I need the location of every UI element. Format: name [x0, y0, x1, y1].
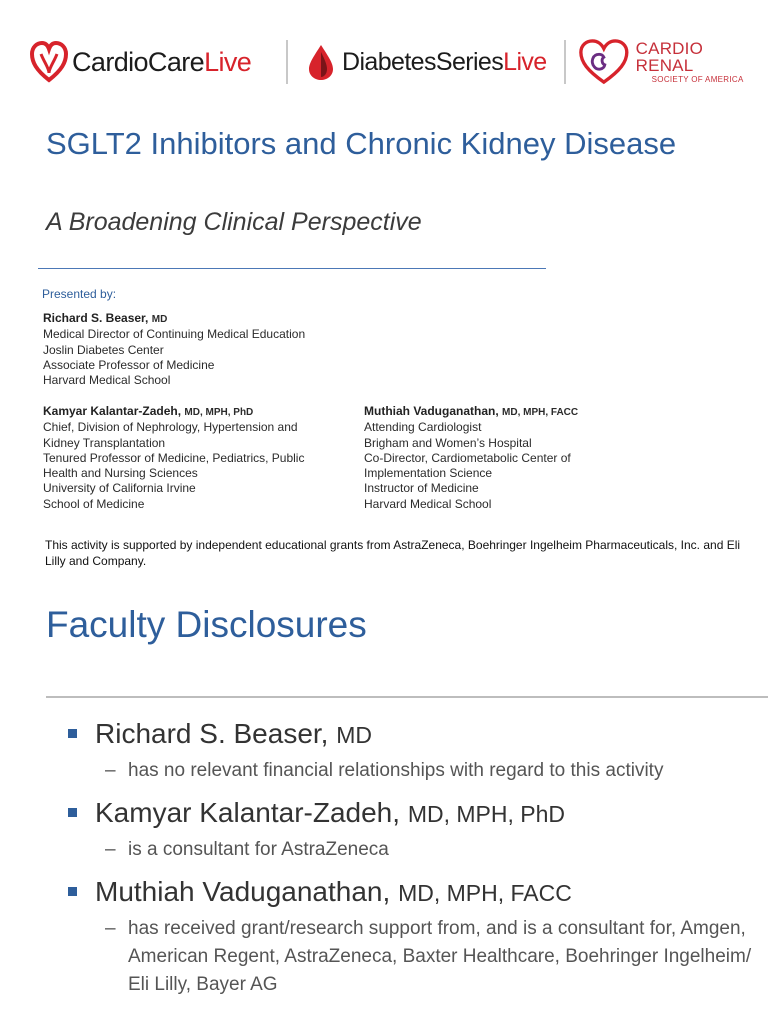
presenter-affiliation: Tenured Professor of Medicine, Pediatrics, Public: [43, 450, 305, 465]
faculty-name: Richard S. Beaser,: [95, 718, 329, 749]
presenter-affiliation: School of Medicine: [43, 496, 145, 511]
support-statement: This activity is supported by independent educational grants from AstraZeneca, Boehringer Ingelheim Pharmaceuticals, Inc. and Eli Lilly and Company.: [45, 538, 741, 568]
presenter-affiliation: Attending Cardiologist: [364, 420, 482, 435]
disclosures-heading: Faculty Disclosures: [46, 604, 367, 645]
faculty-name: Kamyar Kalantar-Zadeh,: [95, 797, 401, 828]
diabetes-live: Live: [503, 47, 547, 76]
presenter-affiliation: Harvard Medical School: [364, 496, 492, 511]
list-item: [68, 712, 758, 785]
faculty-degrees: MD: [336, 722, 373, 748]
logo-bar: [30, 36, 760, 88]
dash-icon: –: [105, 760, 116, 781]
list-item: [68, 870, 758, 999]
disclosure-detail: is a consultant for AstraZeneca: [128, 839, 389, 860]
presenter-affiliation: Medical Director of Continuing Medical Education: [43, 327, 306, 342]
presenter-name: Kamyar Kalantar-Zadeh,: [43, 404, 182, 418]
presenter-card: [43, 311, 305, 388]
page-subtitle: A Broadening Clinical Perspective: [46, 208, 422, 236]
logo-divider: [286, 40, 288, 84]
disclosure-detail: has no relevant financial relationships with regard to this activity: [128, 760, 664, 781]
heart-icon: [30, 40, 68, 84]
list-item: [68, 791, 758, 864]
presenter-affiliation: Instructor of Medicine: [364, 481, 479, 496]
title-divider: [38, 268, 546, 269]
bullet-square-icon: [68, 729, 77, 738]
disclosures-divider: [46, 696, 768, 698]
diabetes-logo: [306, 36, 547, 88]
diabetes-name: DiabetesSeries: [342, 47, 504, 76]
logo-divider: [564, 40, 566, 84]
presenter-name: Richard S. Beaser,: [43, 311, 149, 325]
presenter-name: Muthiah Vaduganathan,: [364, 404, 499, 418]
presenter-degrees: MD: [151, 314, 168, 325]
presenter-affiliation: Brigham and Women’s Hospital: [364, 435, 532, 450]
cardiocare-live: Live: [204, 46, 252, 77]
presenter-affiliation: University of California Irvine: [43, 481, 196, 496]
disclosures-list: [68, 712, 758, 1005]
presenter-affiliation: Joslin Diabetes Center: [43, 342, 164, 357]
cardiorenal-logo: [578, 36, 760, 88]
presenter-affiliation: Kidney Transplantation: [43, 435, 166, 450]
cardiorenal-subtitle: SOCIETY OF AMERICA: [651, 75, 744, 84]
heart-kidney-icon: [578, 37, 630, 87]
presenter-degrees: MD, MPH, PhD: [184, 407, 254, 418]
presenter-card: [43, 404, 304, 512]
presenter-card: [364, 404, 578, 512]
presenter-affiliation: Chief, Division of Nephrology, Hypertension and: [43, 420, 298, 435]
dash-icon: –: [105, 839, 116, 860]
presented-by-label: Presented by:: [42, 287, 117, 301]
presenter-affiliation: Co-Director, Cardiometabolic Center of: [364, 450, 571, 465]
page-title: SGLT2 Inhibitors and Chronic Kidney Disease: [46, 126, 677, 161]
cardiorenal-name: CARDIO RENAL: [635, 39, 703, 75]
presenter-affiliation: Harvard Medical School: [43, 373, 171, 388]
dash-icon: –: [105, 918, 116, 939]
faculty-name: Muthiah Vaduganathan,: [95, 876, 391, 907]
disclosure-detail: has received grant/research support from, and is a consultant for, Amgen, American Regent, AstraZeneca, Baxter Healthcare, Boehringer Ingelheim/ Eli Lilly, Bayer AG: [128, 918, 752, 995]
bullet-square-icon: [68, 887, 77, 896]
bullet-square-icon: [68, 808, 77, 817]
presenter-affiliation: Implementation Science: [364, 466, 493, 481]
faculty-degrees: MD, MPH, PhD: [407, 801, 566, 827]
faculty-degrees: MD, MPH, FACC: [398, 880, 572, 906]
presenter-degrees: MD, MPH, FACC: [502, 407, 579, 418]
presenter-affiliation: Health and Nursing Sciences: [43, 466, 198, 481]
cardiocare-logo: [30, 36, 251, 88]
cardiocare-name: CardioCare: [72, 46, 205, 77]
presenter-affiliation: Associate Professor of Medicine: [43, 357, 215, 372]
drop-icon: [306, 42, 336, 82]
